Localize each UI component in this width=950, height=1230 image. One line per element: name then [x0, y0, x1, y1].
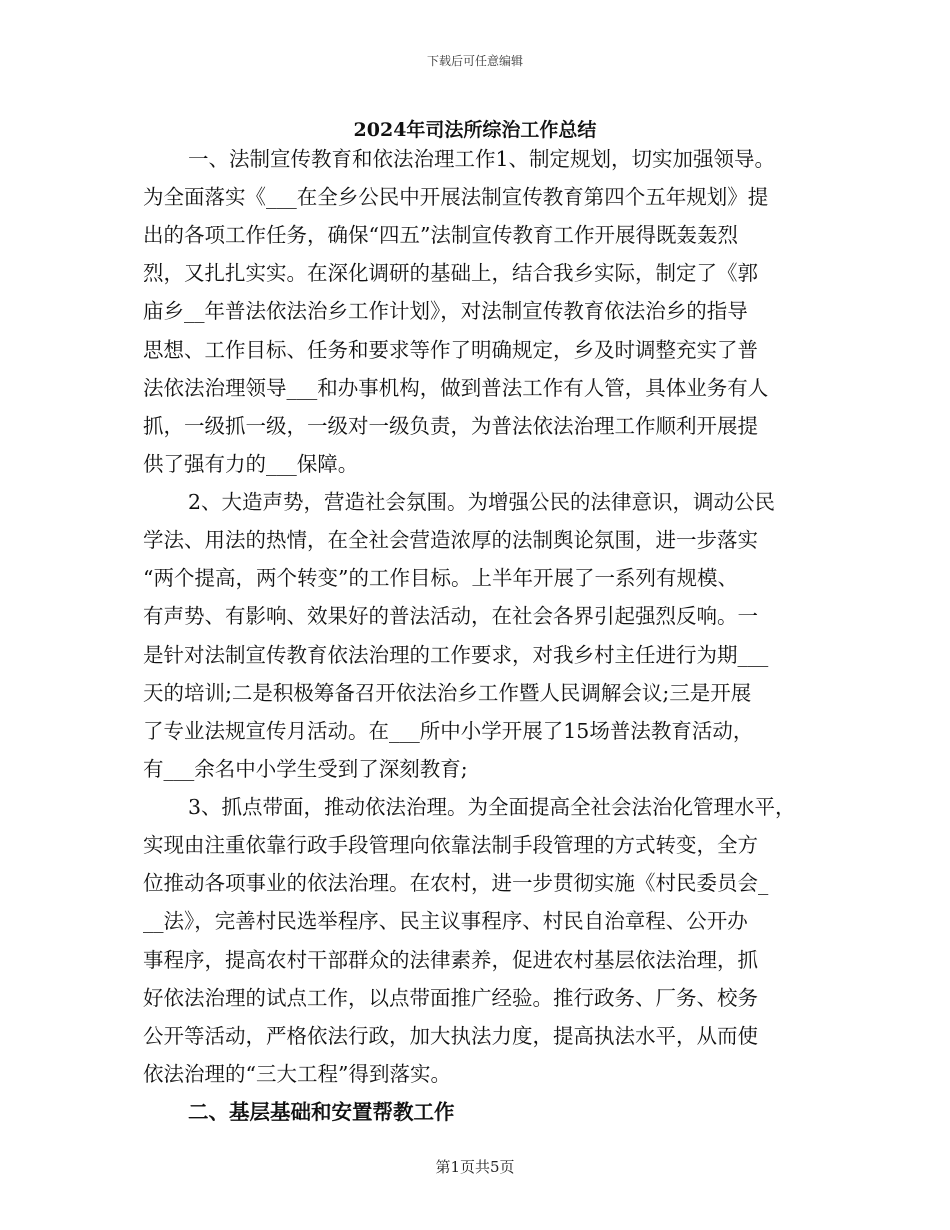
paragraph-2-line: 有___余名中小学生受到了深刻教育;	[143, 757, 468, 781]
page-header-note: 下载后可任意编辑	[426, 54, 523, 68]
paragraph-1-line: 法依法治理领导___和办事机构，做到普法工作有人管，具体业务有人	[143, 376, 769, 400]
paragraph-3-line: 位推动各项事业的依法治理。在农村，进一步贯彻实施《村民委员会_	[143, 871, 769, 895]
paragraph-1-line: 供了强有力的___保障。	[143, 452, 359, 476]
paragraph-1-line: 庙乡__年普法依法治乡工作计划》，对法制宣传教育依法治乡的指导	[143, 299, 748, 323]
paragraph-3-line: 事程序，提高农村干部群众的法律素养，促进农村基层依法治理，抓	[143, 948, 758, 972]
paragraph-2-line: 有声势、有影响、效果好的普法活动，在社会各界引起强烈反响。一	[143, 604, 758, 628]
paragraph-1-line: 思想、工作目标、任务和要求等作了明确规定，乡及时调整充实了普	[143, 338, 758, 362]
paragraph-1-line: 抓，一级抓一级，一级对一级负责，为普法依法治理工作顺利开展提	[143, 414, 758, 438]
paragraph-2-line: 2、大造声势，营造社会氛围。为增强公民的法律意识，调动公民	[188, 490, 776, 514]
paragraph-1-line: 为全面落实《___在全乡公民中开展法制宣传教育第四个五年规划》提	[143, 185, 769, 209]
paragraph-3-line: __法》，完善村民选举程序、民主议事程序、村民自治章程、公开办	[143, 909, 748, 933]
paragraph-3-line: 实现由注重依靠行政手段管理向依靠法制手段管理的方式转变，全方	[143, 833, 758, 857]
paragraph-3-line: 好依法治理的试点工作，以点带面推广经验。推行政务、厂务、校务	[143, 986, 758, 1010]
section-2-heading: 二、基层基础和安置帮教工作	[188, 1100, 455, 1124]
paragraph-1-line: 一、法制宣传教育和依法治理工作1、制定规划，切实加强领导。	[188, 147, 776, 171]
paragraph-1-line: 出的各项工作任务，确保“四五”法制宣传教育工作开展得既轰轰烈	[143, 223, 738, 247]
paragraph-3-line: 依法治理的“三大工程”得到落实。	[143, 1062, 451, 1086]
paragraph-3-line: 3、抓点带面，推动依法治理。为全面提高全社会法治化管理水平，	[188, 795, 796, 819]
paragraph-2-line: 是针对法制宣传教育依法治理的工作要求，对我乡村主任进行为期___	[143, 643, 769, 667]
paragraph-3-line: 公开等活动，严格依法行政，加大执法力度，提高执法水平，从而使	[143, 1024, 758, 1048]
paragraph-1-line: 烈，又扎扎实实。在深化调研的基础上，结合我乡实际，制定了《郭	[143, 261, 758, 285]
paragraph-2-line: “两个提高，两个转变”的工作目标。上半年开展了一系列有规模、	[143, 566, 738, 590]
paragraph-2-line: 学法、用法的热情，在全社会营造浓厚的法制舆论氛围，进一步落实	[143, 528, 758, 552]
paragraph-2-line: 了专业法规宣传月活动。在___所中小学开展了15场普法教育活动，	[143, 719, 754, 743]
paragraph-2-line: 天的培训;二是积极筹备召开依法治乡工作暨人民调解会议;三是开展	[143, 681, 752, 705]
document-title: 2024年司法所综治工作总结	[353, 119, 597, 141]
page-indicator: 第1页共5页	[435, 1158, 515, 1176]
